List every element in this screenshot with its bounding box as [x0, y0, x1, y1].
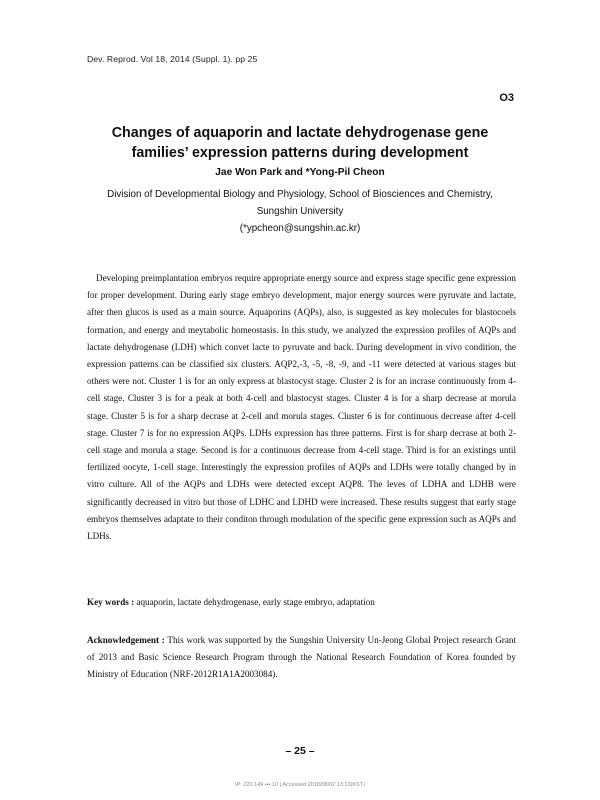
access-footer: IP: 220.149.•••.10 | Accessed 2018/08/02 13:13(KST)	[235, 782, 365, 788]
paper-title	[60, 123, 540, 163]
acknowledgement	[87, 632, 516, 684]
keywords	[87, 597, 516, 607]
acknowledgement-text: This work was supported by the Sungshin University Un-Jeong Global Project research Grant of 2013 and Basic Science Research Program through the National Research Foundation of Korea founded by Ministry of Education (NRF-2012R1A1A2003084).	[87, 635, 516, 680]
title-line-1: Changes of aquaporin and lactate dehydrogenase gene	[111, 125, 489, 141]
authors: Jae Won Park and *Yong-Pil Cheon	[215, 167, 385, 178]
title-line-2: families’ expression patterns during development	[131, 145, 469, 161]
abstract-body: Developing preimplantation embryos require appropriate energy source and express stage specific gene expression for proper development. During early stage embryo development, major energy sources were pyruvate and lactate, after then glucos is used as a main source. Aquaporins (AQPs), also, is suggested as key molecules for blastocoels formation, and energy and meytabolic homeostasis. In this study, we analyzed the expression profiles of AQPs and lactate dehydrogenase (LDH) which convet lacte to pyruvate and back. During development in vivo condition, the expression patterns can be classified six clusters. AQP2,-3, -5, -8, -9, and -11 were detected at various stages but others were not. Cluster 1 is for an only express at blastocyst stage. Cluster 2 is for an incrase continuously from 4-cell stage. Cluster 3 is for a peak at both 4-cell and blastocyst stages. Cluster 4 is for a sharp decrease at morula stage. Cluster 5 is for a sharp decrase at 2-cell and morula stages. Cluster 6 is for continuous decrease after 4-cell stage. Cluster 7 is for no expression AQPs. LDHs expression has three patterns. First is for sharp decrase at both 2-cell stage and morula a stage. Second is for a continuous decrease from 4-cell stage. Third is for an existings until fertilized oocyte, 1-cell stage. Interestingly the expression profiles of AQPs and LDHs were totally changed by in vitro culture. All of the AQPs and LDHs were detected except AQP8. The leves of LDHA and LDHB were significantly decreased in vitro but those of LDHC and LDHD were increased. These results suggest that early stage embryos themselves adaptate to their conditon through modulation of the specific gene expression such as AQPs and LDHs.	[87, 273, 516, 542]
keywords-label: Key words :	[87, 597, 135, 607]
affiliation	[60, 186, 540, 237]
author-email: (*ypcheon@sungshin.ac.kr)	[239, 223, 361, 234]
affiliation-line-2: Sungshin University	[256, 206, 344, 217]
page-number: – 25 –	[285, 745, 315, 757]
journal-reference: Dev. Reprod. Vol 18, 2014 (Suppl. 1). pp 25	[87, 54, 258, 64]
keywords-text: aquaporin, lactate dehydrogenase, early stage embryo, adaptation	[136, 597, 375, 607]
acknowledgement-label: Acknowledgement :	[87, 635, 165, 645]
abstract-code: O3	[499, 92, 514, 104]
affiliation-line-1: Division of Developmental Biology and Physiology, School of Biosciences and Chemistry,	[107, 189, 493, 200]
